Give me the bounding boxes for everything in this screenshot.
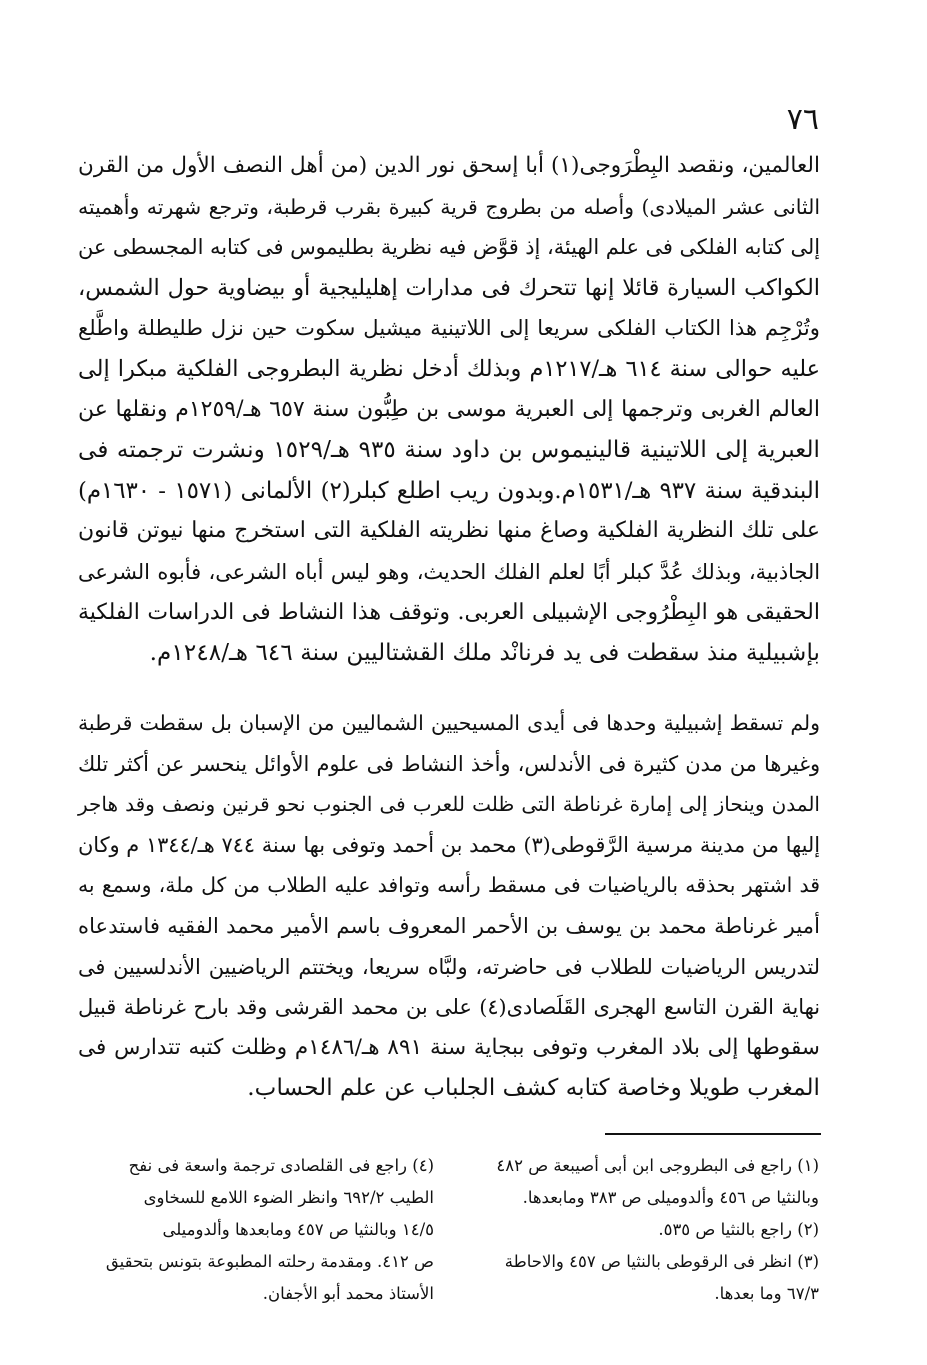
text-line: أمير غرناطة محمد بن يوسف بن الأحمر المعروف باسم الأمير محمد الفقيه فاستدعاه — [78, 912, 820, 938]
page-number: ٧٦ — [786, 102, 819, 137]
footnote-line: وبالنثيا ص ٤٥٦ وألدوميلى ص ٣٨٣ ومابعدها. — [522, 1188, 819, 1207]
text-line: على تلك النظرية الفلكية وصاغ منها نظريته الفلكية التى استخرج منها نيوتن قانون — [78, 518, 820, 544]
footnote-line: الطيب ٦٩٢/٢ وانظر الضوء اللامع للسخاوى — [143, 1188, 434, 1207]
text-line: المدن وينحاز إلى إمارة غرناطة التى ظلت للعرب فى الجنوب نحو قرنين ونصف وقد هاجر — [78, 792, 820, 817]
text-line: عليه حوالى سنة ٦١٤ هـ/١٢١٧م وبذلك أدخل نظرية البطروجى الفلكية مبكرا إلى — [78, 355, 820, 382]
text-line: نهاية القرن التاسع الهجرى القَلَصادى(٤) على بن محمد القرشى وقد بارح غرناطة قبيل — [78, 995, 820, 1020]
text-line: العالم الغربى وترجمها إلى العبرية موسى بن طِبُّون سنة ٦٥٧ هـ/١٢٥٩م ونقلها عن — [78, 396, 820, 422]
text-line: إليها من مدينة مرسية الرَّقوطى(٣) محمد بن أحمد وتوفى بها سنة ٧٤٤ هـ/١٣٤٤ م وكان — [78, 832, 820, 857]
footnote-line: (٢) راجع بالنثيا ص ٥٣٥. — [658, 1220, 819, 1239]
paragraph-1 — [78, 146, 820, 674]
footnote-line: ٦٧/٣ وما بعدها. — [714, 1284, 819, 1303]
footnote-line: ١٤/٥ وبالنثيا ص ٤٥٧ ومابعدها وألدوميلى — [162, 1220, 434, 1239]
text-line: العالمين، ونقصد البِطْرَوجى(١) أبا إسحق نور الدين (من أهل النصف الأول من القرن — [78, 153, 821, 178]
text-line: الجاذبية، وبذلك عُدَّ كبلر أبًا لعلم الفلك الحديث، وهو ليس أباه الشرعى، فأبوه الشرعى — [78, 559, 820, 584]
text-line: سقوطها إلى بلاد المغرب وتوفى ببجاية سنة ٨٩١ هـ/١٤٨٦م وظلت كتبه تتدارس فى — [78, 1034, 820, 1060]
text-line: وتُرْجِم هذا الكتاب الفلكى سريعا إلى اللاتينية ميشيل سكوت حين نزل طليطلة واطَّلع — [78, 315, 820, 341]
text-line: وغيرها من مدن كثيرة فى الأندلس، وأخذ النشاط فى علوم الأوائل ينحسر عن أكثر تلك — [78, 751, 820, 776]
text-line: إلى كتابه الفلكى فى علم الهيئة، إذ قوَّض فيه نظرية بطليموس فى كتابه المجسطى عن — [78, 235, 820, 260]
text-line: ولم تسقط إشبيلية وحدها فى أيدى المسيحيين الشماليين من الإسبان بل سقطت قرطبة — [78, 711, 820, 735]
footnote-divider — [605, 1133, 821, 1135]
text-line: العبرية إلى اللاتينية قالينيموس بن داود سنة ٩٣٥ هـ/١٥٢٩ ونشرت ترجمته فى — [78, 436, 820, 464]
text-line: البندقية سنة ٩٣٧ هـ/١٥٣١م.وبدون ريب اطلع كبلر(٢) الألمانى (١٥٧١ - ١٦٣٠م) — [78, 477, 820, 504]
text-line: الحقيقى هو البِطْرُوجى الإشبيلى العربى. وتوقف هذا النشاط فى الدراسات الفلكية — [78, 599, 820, 625]
text-line: الثانى عشر الميلادى) وأصله من بطروج قرية كبيرة بقرب قرطبة، وترجع شهرته وأهميته — [78, 194, 820, 219]
footnote-line: الأستاذ محمد أبو الأجفان. — [262, 1284, 434, 1303]
text-line: الكواكب السيارة قائلا إنها تتحرك فى مدارات إهليليجية أو بيضاوية حول الشمس، — [78, 274, 820, 301]
footnotes-left-column — [78, 1150, 434, 1310]
text-line: قد اشتهر بحذقه بالرياضيات فى مسقط رأسه وتوافد عليه الطلاب من كل ملة، وسمع به — [78, 873, 820, 898]
footnote-line: (٣) انظر فى الرقوطى بالنثيا ص ٤٥٧ والاحاطة — [504, 1252, 819, 1271]
text-line: بإشبيلية منذ سقطت فى يد فرنانْد ملك القشتاليين سنة ٦٤٦ هـ/١٢٤٨م. — [149, 639, 820, 667]
text-line: المغرب طويلا وخاصة كتابه كشف الجلباب عن علم الحساب. — [247, 1074, 820, 1102]
text-line: لتدريس الرياضيات للطلاب فى حاضرته، ولبَّاه سريعا، ويختتم الرياضيين الأندلسيين فى — [78, 954, 820, 979]
footnotes-right-column — [467, 1150, 819, 1310]
paragraph-2 — [78, 703, 820, 1109]
footnote-line: ص ٤١٢. ومقدمة رحلته المطبوعة بتونس بتحقيق — [105, 1252, 434, 1271]
footnote-line: (١) راجع فى البطروجى ابن أبى أصيبعة ص ٤٨٢ — [496, 1156, 819, 1175]
footnote-line: (٤) راجع فى القلصادى ترجمة واسعة فى نفح — [128, 1156, 434, 1175]
